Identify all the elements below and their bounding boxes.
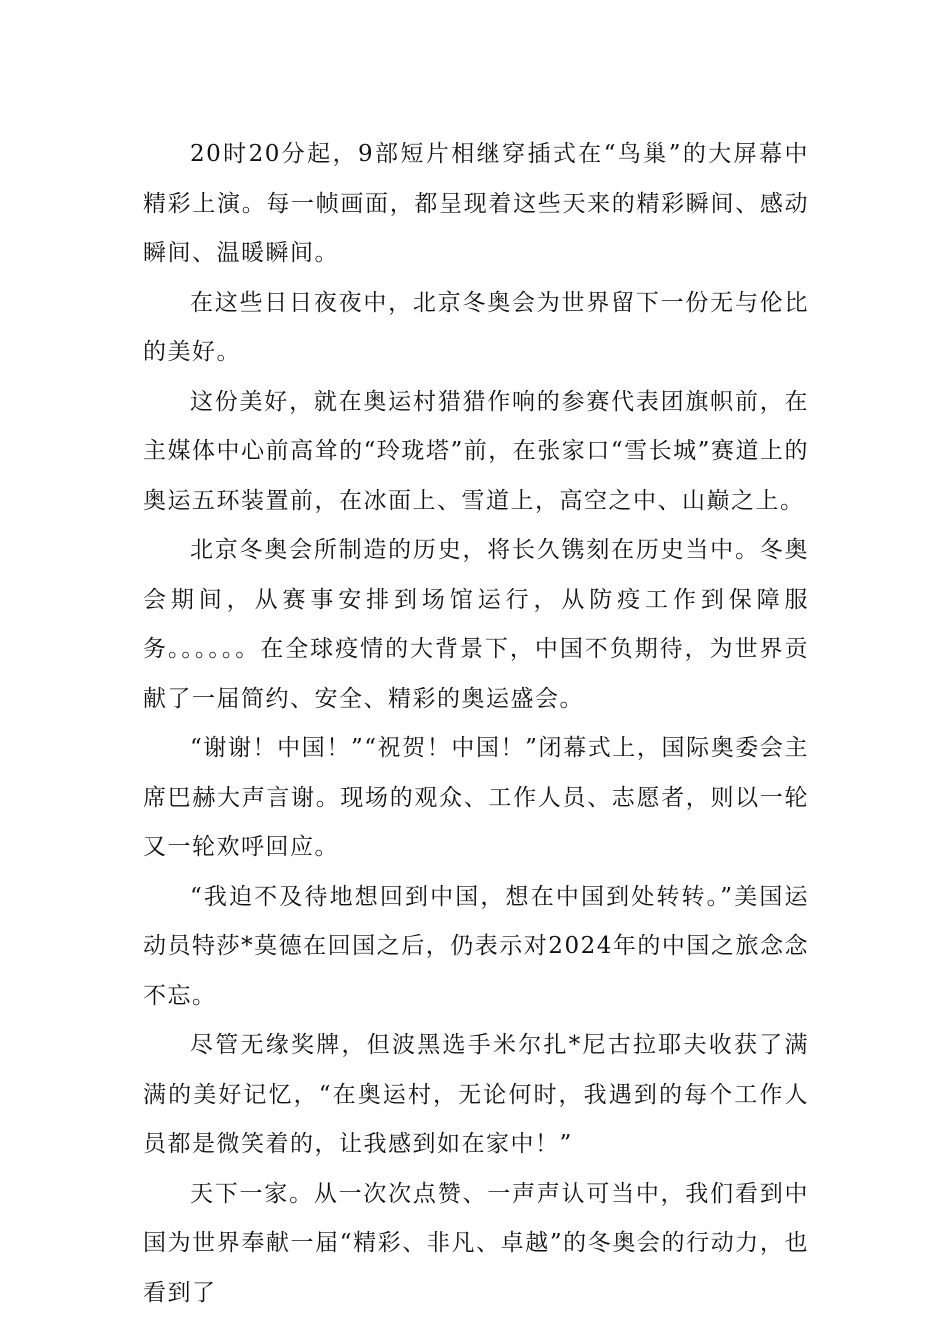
document-body	[143, 130, 809, 1318]
paragraph-4: 北京冬奥会所制造的历史，将长久镌刻在历史当中。冬奥会期间，从赛事安排到场馆运行，从防疫工作到保障服务。。。。。。在全球疫情的大背景下，中国不负期待，为世界贡献了一届简约、安全、精彩的奥运盛会。	[143, 537, 809, 712]
paragraph-5: “谢谢！中国！”“祝贺！中国！”闭幕式上，国际奥委会主席巴赫大声言谢。现场的观众、工作人员、志愿者，则以一轮又一轮欢呼回应。	[143, 735, 809, 860]
paragraph-8: 天下一家。从一次次点赞、一声声认可当中，我们看到中国为世界奉献一届“精彩、非凡、卓越”的冬奥会的行动力，也看到了	[143, 1180, 809, 1306]
paragraph-3: 这份美好，就在奥运村猎猎作响的参赛代表团旗帜前，在主媒体中心前高耸的“玲珑塔”前，在张家口“雪长城”赛道上的奥运五环装置前，在冰面上、雪道上，高空之中、山巅之上。	[143, 388, 809, 514]
paragraph-7: 尽管无缘奖牌，但波黑选手米尔扎*尼古拉耶夫收获了满满的美好记忆，“在奥运村，无论何时，我遇到的每个工作人员都是微笑着的，让我感到如在家中！”	[143, 1032, 809, 1157]
paragraph-6: “我迫不及待地想回到中国，想在中国到处转转。”美国运动员特莎*莫德在回国之后，仍表示对2024年的中国之旅念念不忘。	[143, 883, 809, 1009]
paragraph-2: 在这些日日夜夜中，北京冬奥会为世界留下一份无与伦比的美好。	[143, 289, 809, 365]
paragraph-1: 20时20分起，9部短片相继穿插式在“鸟巢”的大屏幕中精彩上演。每一帧画面，都呈现着这些天来的精彩瞬间、感动瞬间、温暖瞬间。	[143, 141, 809, 266]
